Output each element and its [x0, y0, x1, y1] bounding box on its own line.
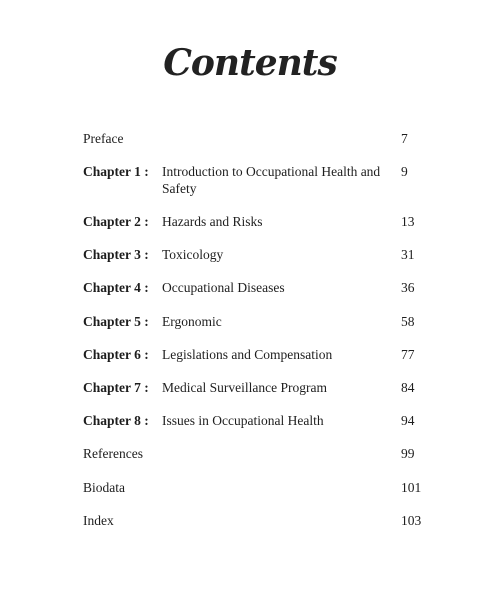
- chapter-title: Occupational Diseases: [162, 280, 285, 295]
- toc-entry-label: Index: [83, 513, 114, 528]
- toc-page-number: 103: [401, 513, 422, 528]
- chapter-label: Chapter 8 :: [83, 413, 149, 428]
- toc-page-number: 9: [401, 164, 408, 179]
- toc-entry-label: Biodata: [83, 480, 125, 495]
- toc-entry-label: Preface: [83, 131, 124, 146]
- toc-page-number: 31: [401, 247, 415, 262]
- chapter-label: Chapter 5 :: [83, 314, 149, 329]
- toc-page-number: 84: [401, 380, 415, 395]
- chapter-title: Introduction to Occupational Health and Safety: [162, 164, 381, 196]
- chapter-label: Chapter 4 :: [83, 280, 149, 295]
- chapter-label: Chapter 6 :: [83, 347, 149, 362]
- toc-page-number: 7: [401, 131, 408, 146]
- toc-entry-label: References: [83, 446, 143, 461]
- toc-page-number: 58: [401, 314, 415, 329]
- toc-page-number: 36: [401, 280, 415, 295]
- toc-page-number: 101: [401, 480, 422, 495]
- chapter-label: Chapter 2 :: [83, 214, 149, 229]
- page-title: Contents: [163, 42, 337, 84]
- chapter-title: Legislations and Compensation: [162, 347, 333, 362]
- chapter-label: Chapter 3 :: [83, 247, 149, 262]
- chapter-title: Issues in Occupational Health: [162, 413, 324, 428]
- toc-page-number: 13: [401, 214, 415, 229]
- chapter-title: Medical Surveillance Program: [162, 380, 327, 395]
- chapter-label: Chapter 7 :: [83, 380, 149, 395]
- chapter-title: Ergonomic: [162, 314, 222, 329]
- chapter-title: Toxicology: [162, 247, 224, 262]
- chapter-label: Chapter 1 :: [83, 164, 149, 179]
- toc-page-number: 94: [401, 413, 415, 428]
- toc-page-number: 77: [401, 347, 415, 362]
- chapter-title: Hazards and Risks: [162, 214, 263, 229]
- toc-page-number: 99: [401, 446, 415, 461]
